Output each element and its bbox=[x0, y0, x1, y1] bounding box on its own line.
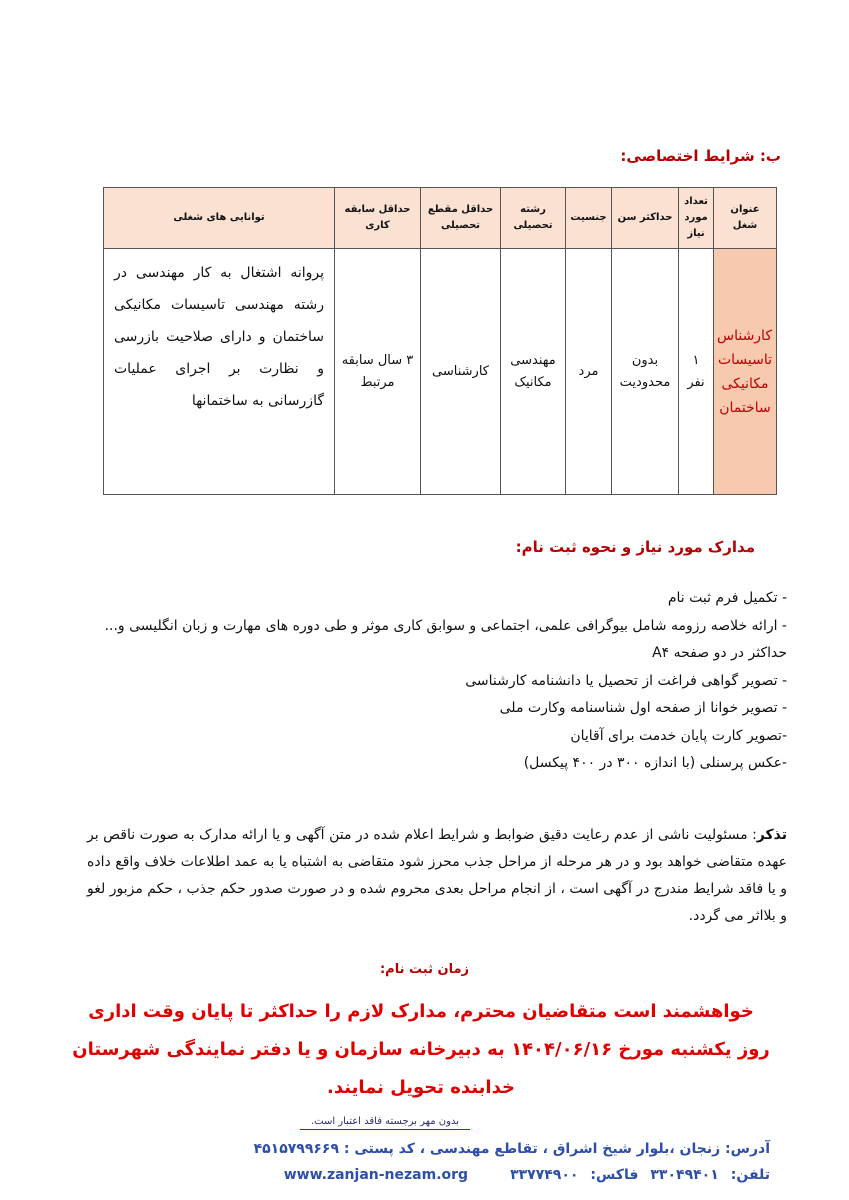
cell-gender: مرد bbox=[566, 249, 612, 495]
note-label: تذکر bbox=[756, 827, 787, 843]
cell-min-experience: ۳ سال سابقه مرتبط bbox=[335, 249, 421, 495]
fax-label: فاکس: bbox=[590, 1167, 639, 1183]
footer-address: آدرس: زنجان ،بلوار شیخ اشراق ، تقاطع مهندسی ، کد پستی : ۴۵۱۵۷۹۹۶۶۹ bbox=[253, 1141, 770, 1157]
deadline-notice: خواهشمند است متقاضیان محترم، مدارک لازم را حداکثر تا پایان وقت اداری روز یکشنبه مورخ ۱۴۰۴/۰۶/۱۶ به دبیرخانه سازمان و یا دفتر نمایندگی شهرستان خدابنده تحویل نمایند. bbox=[72, 1001, 770, 1098]
header-gender: جنسیت bbox=[566, 188, 612, 249]
cell-abilities: پروانه اشتغال به کار مهندسی در رشته مهندسی تاسیسات مکانیکی ساختمان و دارای صلاحیت بازرسی و نظارت بر اجرای عملیات گازرسانی به ساختمانها bbox=[104, 249, 335, 495]
phone-label: تلفن: bbox=[730, 1167, 770, 1183]
list-item: - تصویر گواهی فراغت از تحصیل یا دانشنامه کارشناسی bbox=[465, 672, 787, 689]
registration-time-heading: زمان ثبت نام: bbox=[379, 962, 469, 977]
table-header-row bbox=[104, 188, 777, 249]
docs-heading: مدارک مورد نیاز و نحوه ثبت نام: bbox=[515, 538, 755, 556]
note-paragraph bbox=[87, 822, 787, 930]
list-item: -تصویر کارت پایان خدمت برای آقایان bbox=[570, 727, 787, 744]
list-item: - تکمیل فرم ثبت نام bbox=[667, 590, 787, 606]
header-count: تعداد مورد نیاز bbox=[679, 188, 714, 249]
footer-contact-row bbox=[130, 1162, 770, 1188]
footer bbox=[130, 1136, 770, 1188]
job-requirements-table bbox=[103, 187, 777, 495]
required-documents-list bbox=[87, 585, 787, 778]
header-min-degree: حداقل مقطع تحصیلی bbox=[421, 188, 501, 249]
cell-field: مهندسی مکانیک bbox=[501, 249, 566, 495]
list-item: - ارائه خلاصه رزومه شامل بیوگرافی علمی، اجتماعی و سوابق کاری موثر و طی دوره های مهارت و زبان انگلیسی و... حداکثر در دو صفحه A۴ bbox=[104, 617, 787, 661]
header-min-experience: حداقل سابقه کاری bbox=[335, 188, 421, 249]
footer-address-row bbox=[130, 1136, 770, 1162]
header-job-title: عنوان شغل bbox=[714, 188, 777, 249]
section-heading: ب: شرایط اختصاصی: bbox=[620, 147, 781, 165]
header-abilities: توانایی های شغلی bbox=[104, 188, 335, 249]
phone-number: ۳۳۰۴۹۴۰۱ bbox=[650, 1167, 719, 1183]
website-link[interactable]: www.zanjan-nezam.org bbox=[283, 1167, 469, 1183]
list-item: - تصویر خوانا از صفحه اول شناسنامه وکارت ملی bbox=[499, 700, 787, 716]
table-row bbox=[104, 249, 777, 495]
fax-number: ۳۳۷۷۴۹۰۰ bbox=[510, 1167, 579, 1183]
header-max-age: حداکثر سن bbox=[612, 188, 679, 249]
cell-max-age: بدون محدودیت bbox=[612, 249, 679, 495]
list-item: -عکس پرسنلی (با اندازه ۳۰۰ در ۴۰۰ پیکسل) bbox=[523, 755, 787, 771]
cell-job-title: کارشناس تاسیسات مکانیکی ساختمان bbox=[714, 249, 777, 495]
note-text: : مسئولیت ناشی از عدم رعایت دقیق ضوابط و شرایط اعلام شده در متن آگهی و یا ارائه مدارک به صورت ناقص بر عهده متقاضی خواهد بود و در هر مرحله از مراحل جذب محرز شود متقاضی به اشتباه یا به عمد اطلاعات خلاف واقع داده و یا فاقد شرایط مندرج در آگهی است ، از انجام مراحل بعدی محروم شده و در صورت صدور حکم جذب ، حکم مزبور لغو و بلااثر می گردد. bbox=[87, 827, 787, 924]
cell-min-degree: کارشناسی bbox=[421, 249, 501, 495]
header-field: رشته تحصیلی bbox=[501, 188, 566, 249]
cell-count: ۱ نفر bbox=[679, 249, 714, 495]
stamp-note: بدون مهر برجسته فاقد اعتبار است. bbox=[300, 1116, 470, 1130]
